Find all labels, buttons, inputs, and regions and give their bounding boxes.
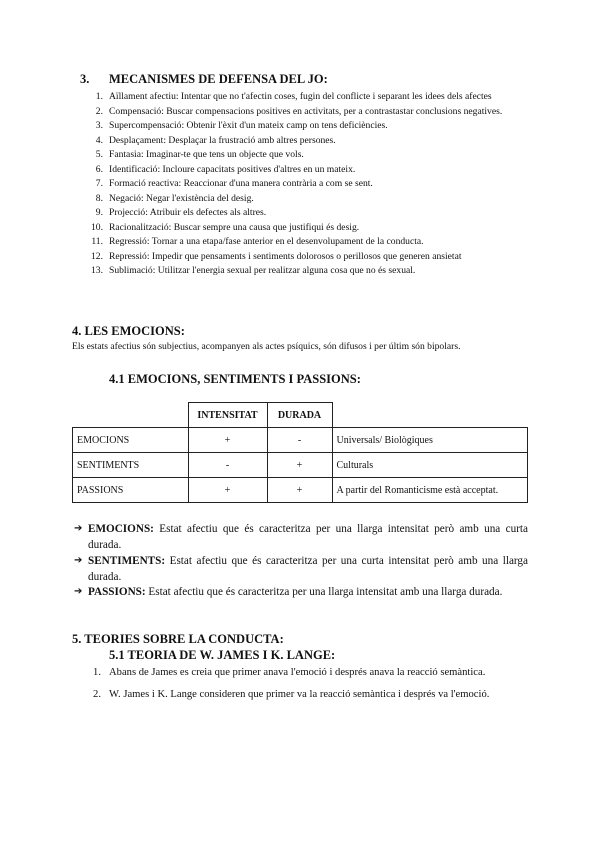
bullet-term: SENTIMENTS: [88, 555, 166, 567]
bullet-text: Estat afectiu que és caracteritza per una llarga intensitat però amb una curta durada. [88, 523, 528, 551]
list-text: Regressió: Tornar a una etapa/fase anterior en el desenvolupament de la conducta. [109, 236, 424, 247]
row-label: PASSIONS [73, 478, 189, 503]
table-row [73, 428, 528, 453]
arrow-right-icon: ➔ [74, 586, 83, 597]
list-item [95, 90, 527, 105]
list-text: W. James i K. Lange consideren que primer va la reacció semàntica i després va l'emoció. [109, 688, 490, 700]
row-durada: - [267, 428, 332, 453]
list-item [95, 119, 527, 134]
list-item [95, 105, 527, 120]
row-intensitat: - [188, 453, 267, 478]
row-durada: + [267, 478, 332, 503]
list-number: 11. [91, 236, 103, 247]
arrow-right-icon: ➔ [74, 523, 83, 534]
list-number: 2. [93, 688, 101, 700]
arrow-right-icon: ➔ [74, 555, 83, 566]
section-4-intro: Els estats afectius són subjectius, acompanyen als actes psíquics, són difusos i per últim són bipolars. [72, 341, 461, 352]
bullet-term: EMOCIONS: [88, 523, 154, 535]
list-item [95, 177, 527, 192]
list-item [95, 134, 527, 149]
table-header-empty [332, 403, 528, 428]
row-intensitat: + [188, 428, 267, 453]
james-lange-list [93, 665, 527, 702]
table-row [73, 453, 528, 478]
list-number: 2. [95, 105, 103, 117]
list-text: Repressió: Impedir que pensaments i sentiments dolorosos o perillosos que generen ansietat [109, 250, 462, 262]
list-number: 1. [93, 667, 101, 678]
list-number: 13. [91, 265, 103, 276]
list-text: Racionalització: Buscar sempre una causa que justifiqui és desig. [109, 221, 360, 233]
bullet-text: Estat afectiu que és caracteritza per una llarga intensitat amb una llarga durada. [145, 586, 503, 598]
list-item [91, 264, 527, 279]
bullet-passions [74, 584, 528, 600]
list-item [95, 148, 527, 163]
section-3-number: 3. [80, 72, 90, 86]
row-label: SENTIMENTS [73, 453, 189, 478]
bullet-term: PASSIONS: [88, 586, 146, 598]
list-text: Sublimació: Utilitzar l'energia sexual per realitzar alguna cosa que no és sexual. [109, 265, 416, 276]
section-4-title: 4. LES EMOCIONS: [72, 324, 185, 338]
table-corner-cell [73, 403, 189, 428]
row-note: Culturals [332, 453, 528, 478]
list-text: Aïllament afectiu: Intentar que no t'afectin coses, fugin del conflicte i separant les idees dels afectes [109, 91, 492, 102]
list-number: 6. [95, 163, 103, 175]
list-item [91, 235, 527, 250]
section-4-1-subtitle: 4.1 EMOCIONS, SENTIMENTS I PASSIONS: [109, 372, 361, 386]
list-item [91, 221, 527, 236]
list-number: 5. [95, 149, 103, 160]
section-3-title: MECANISMES DE DEFENSA DEL JO: [109, 72, 328, 86]
list-text: Abans de James es creia que primer anava l'emoció i després anava la reacció semàntica. [109, 667, 486, 678]
list-number: 1. [95, 91, 103, 102]
list-number: 4. [95, 134, 103, 146]
bullet-text: Estat afectiu que és caracteritza per una curta intensitat però amb una llarga durada. [88, 555, 528, 583]
row-label: EMOCIONS [73, 428, 189, 453]
list-number: 8. [95, 192, 103, 204]
list-item [95, 163, 527, 178]
list-item [95, 192, 527, 207]
list-number: 12. [91, 250, 103, 262]
list-item [91, 250, 527, 265]
list-text: Projecció: Atribuir els defectes als altres. [109, 207, 267, 218]
table-header-row [73, 403, 528, 428]
list-number: 10. [91, 221, 103, 233]
bullet-sentiments [74, 553, 528, 585]
row-note: A partir del Romanticisme està acceptat. [332, 478, 528, 503]
list-text: Formació reactiva: Reaccionar d'una manera contrària a com se sent. [109, 178, 373, 189]
row-intensitat: + [188, 478, 267, 503]
section-5-1-subtitle: 5.1 TEORIA DE W. JAMES I K. LANGE: [109, 648, 336, 662]
list-item [93, 665, 527, 681]
table-row [73, 478, 528, 503]
list-number: 9. [95, 207, 103, 218]
list-text: Supercompensació: Obtenir l'èxit d'un mateix camp on tens deficiències. [109, 120, 388, 131]
list-item [95, 206, 527, 221]
bullet-emocions [74, 521, 528, 553]
emotions-table [72, 402, 528, 503]
list-number: 3. [95, 120, 103, 131]
list-text: Negació: Negar l'existència del desig. [109, 192, 254, 204]
list-number: 7. [95, 178, 103, 189]
list-text: Identificació: Incloure capacitats positives d'altres en un mateix. [109, 163, 356, 175]
list-item [93, 687, 527, 703]
defense-mechanisms-list [91, 90, 527, 279]
section-5-title: 5. TEORIES SOBRE LA CONDUCTA: [72, 632, 284, 646]
list-text: Fantasia: Imaginar-te que tens un objecte que vols. [109, 149, 304, 160]
table-header-durada: DURADA [267, 403, 332, 428]
list-text: Desplaçament: Desplaçar la frustració amb altres persones. [109, 134, 336, 146]
list-text: Compensació: Buscar compensacions positives en activitats, per a contrastastar conclusions negatives. [109, 105, 503, 117]
row-note: Universals/ Biològiques [332, 428, 528, 453]
table-header-intensitat: INTENSITAT [188, 403, 267, 428]
row-durada: + [267, 453, 332, 478]
